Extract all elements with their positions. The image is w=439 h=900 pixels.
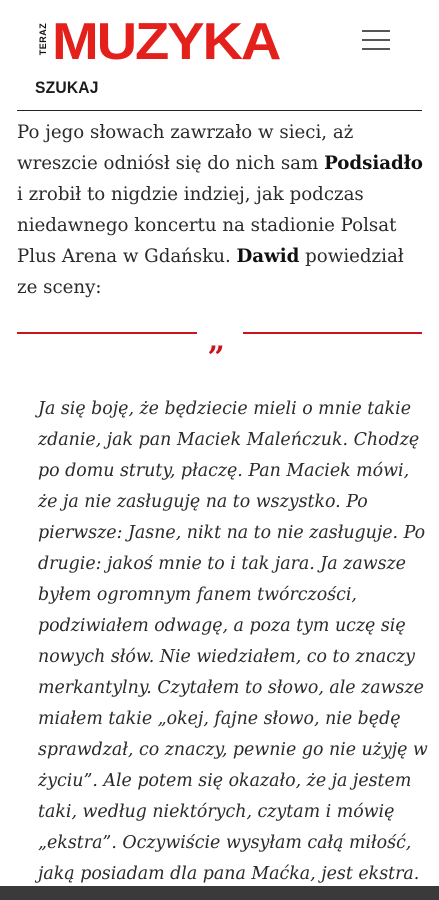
quote-text: Ja się boję, że będziecie mieli o mnie takie zdanie, jak pan Maciek Maleńczuk. Chodzę po domu struty, płaczę. Pan Maciek mówi, że ja nie zasługuję na to wszystko. Po pierwsze: Jasne, nikt na to nie zasługuje. Po drugie: jakoś mnie to i tak jara. Ja zawsze byłem ogromnym fanem twórczości, podziwiałem odwagę, a poza tym uczę się nowych słów. Nie wiedziałem, co to znaczy merkantylny. Czytałem to słowo, ale zawsze miałem takie „okej, fajne słowo, nie będę sprawdzał, co znaczy, pewnie go nie użyję w życiu”. Ale potem się okazało, że ja jestem taki, według niektórych, czytam i mówię „ekstra”. Oczywiście wysyłam całą miłość, jaką posiadam dla pana Maćka, jest ekstra.: [38, 399, 428, 884]
site-logo[interactable]: [36, 13, 280, 71]
logo-muzyka: MUZYKA: [52, 13, 280, 71]
divider-line-left: [17, 332, 197, 334]
divider-line-right: [243, 332, 422, 334]
logo-teraz: TERAZ: [38, 22, 48, 56]
site-header: [0, 0, 439, 110]
name-podsiadlo: Podsiadło: [324, 153, 423, 174]
header-divider: [17, 110, 422, 111]
quote-divider: [17, 322, 422, 358]
hamburger-menu-icon[interactable]: [362, 28, 390, 52]
search-link[interactable]: SZUKAJ: [35, 78, 99, 97]
article-paragraph: Po jego słowach zawrzało w sieci, aż wreszcie odniósł się do nich sam Podsiadło i zrobił to nigdzie indziej, jak podczas niedawnego koncertu na stadionie Polsat Plus Arena w Gdańsku. Dawid powiedział ze sceny:: [17, 122, 423, 298]
quote-mark-icon: „: [208, 323, 226, 358]
name-dawid: Dawid: [236, 246, 300, 267]
bottom-bar: [0, 886, 439, 900]
